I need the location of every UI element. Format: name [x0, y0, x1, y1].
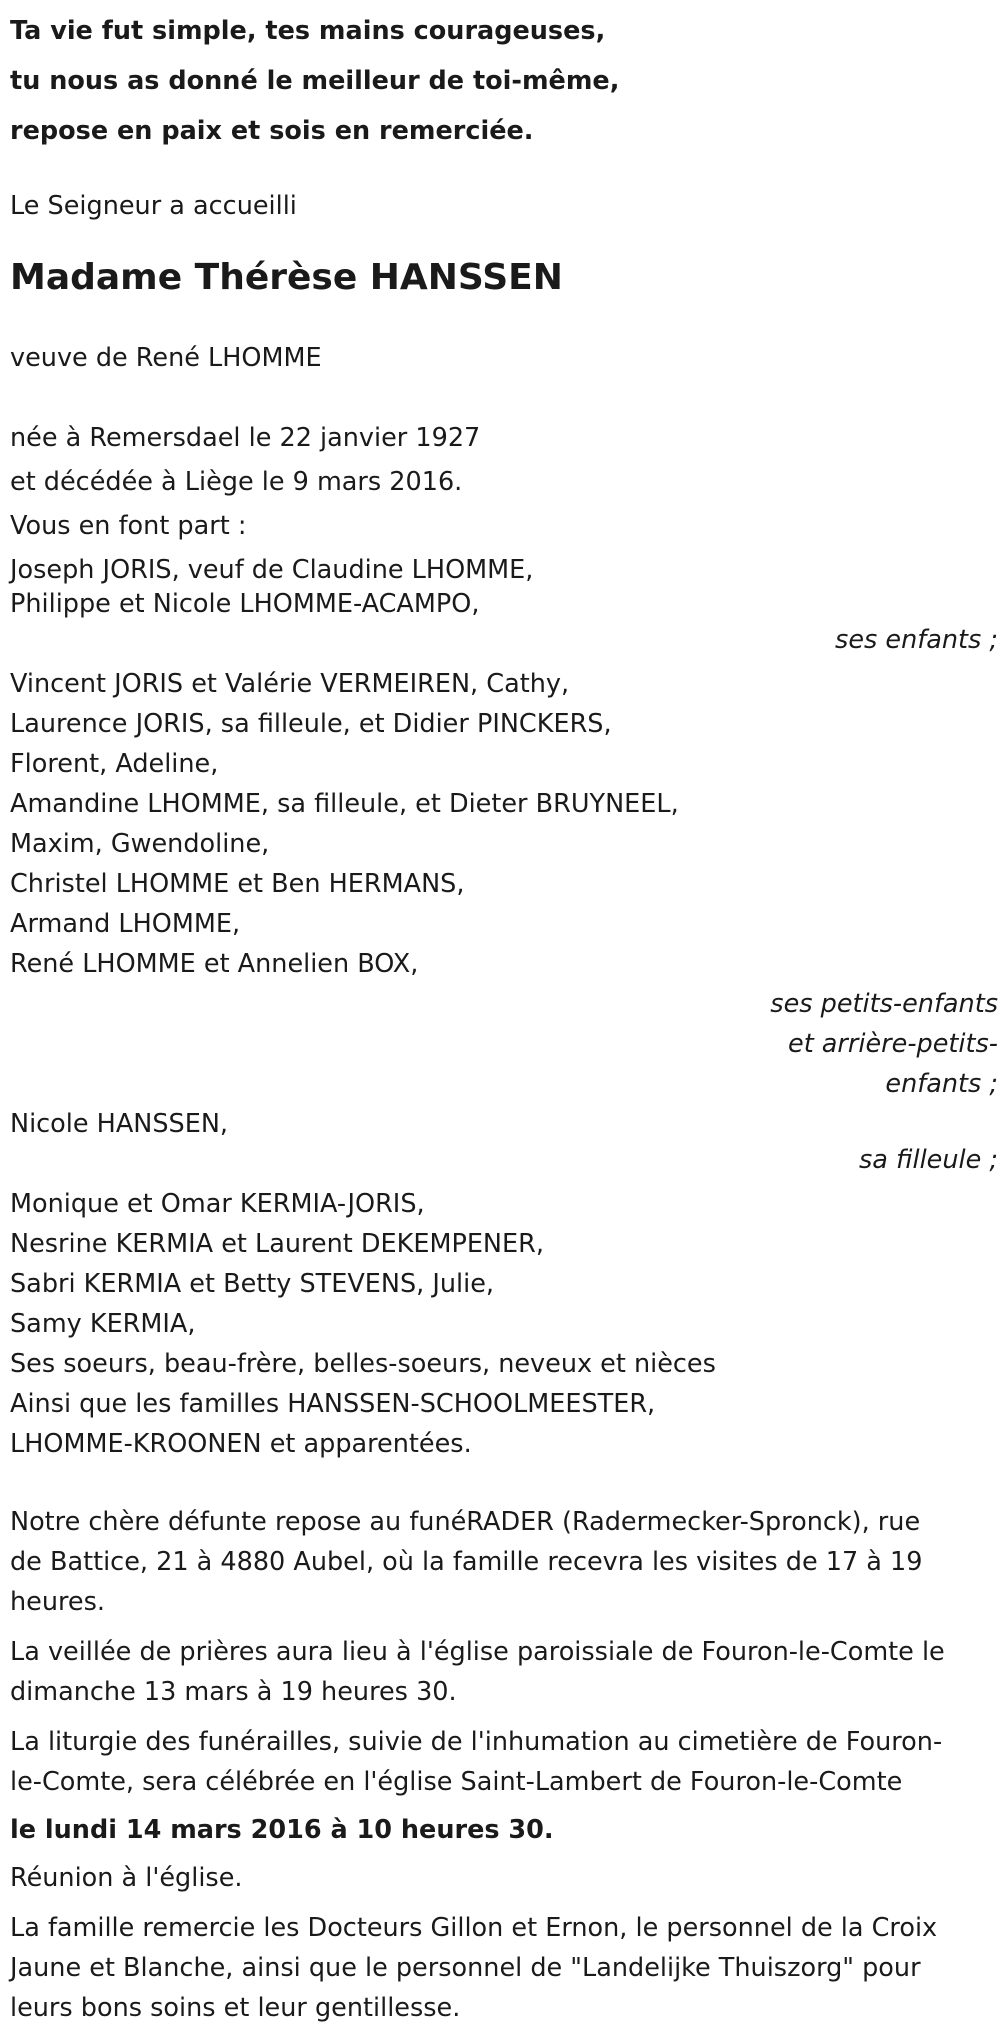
relation-text: sa filleule ; — [859, 1145, 998, 1175]
paragraph-line: La veillée de prières aura lieu à l'église paroissiale de Fouron-le-Comte le — [10, 1637, 945, 1667]
birth-line: née à Remersdael le 22 janvier 1927 — [10, 423, 481, 453]
list-item: Ainsi que les familles HANSSEN-SCHOOLMEESTER, — [10, 1389, 656, 1419]
list-item: Sabri KERMIA et Betty STEVENS, Julie, — [10, 1269, 495, 1299]
relation-text: et arrière-petits- — [788, 1029, 998, 1059]
list-item: Florent, Adeline, — [10, 749, 219, 779]
list-item: Samy KERMIA, — [10, 1309, 196, 1339]
relation-label — [10, 620, 998, 660]
poem — [10, 6, 990, 156]
list-item: Christel LHOMME et Ben HERMANS, — [10, 869, 465, 899]
paragraph-line: Jaune et Blanche, ainsi que le personnel de "Landelijke Thuiszorg" pour — [10, 1953, 921, 1983]
relation-label — [10, 984, 998, 1104]
notice-content — [10, 0, 998, 2028]
deceased-name: Madame Thérèse HANSSEN — [10, 257, 563, 298]
list-item: Nesrine KERMIA et Laurent DEKEMPENER, — [10, 1229, 544, 1259]
paragraph-line: La liturgie des funérailles, suivie de l'inhumation au cimetière de Fouron- — [10, 1727, 943, 1757]
meeting-line: Réunion à l'église. — [10, 1863, 243, 1893]
list-item: Vincent JORIS et Valérie VERMEIREN, Cathy, — [10, 669, 570, 699]
list-item: Armand LHOMME, — [10, 909, 241, 939]
relation-text: enfants ; — [885, 1069, 998, 1099]
paragraph-line: leurs bons soins et leur gentillesse. — [10, 1993, 461, 2023]
list-item: LHOMME-KROONEN et apparentées. — [10, 1429, 472, 1459]
paragraph-line: dimanche 13 mars à 19 heures 30. — [10, 1677, 457, 1707]
paragraph-line: de Battice, 21 à 4880 Aubel, où la famille recevra les visites de 17 à 19 — [10, 1547, 923, 1577]
paragraph-line: La famille remercie les Docteurs Gillon et Ernon, le personnel de la Croix — [10, 1913, 938, 1943]
grandchildren-group — [10, 664, 1000, 1104]
rest-paragraph — [10, 1502, 990, 1622]
list-item: Monique et Omar KERMIA-JORIS, — [10, 1189, 425, 1219]
paragraph-line: heures. — [10, 1587, 106, 1617]
list-item: Amandine LHOMME, sa filleule, et Dieter BRUYNEEL, — [10, 789, 679, 819]
poem-line: tu nous as donné le meilleur de toi-même, — [10, 66, 620, 96]
list-item: Joseph JORIS, veuf de Claudine LHOMME, — [10, 555, 534, 585]
paragraph-line: Notre chère défunte repose au funéRADER (Radermecker-Spronck), rue — [10, 1507, 921, 1537]
list-item: Ses soeurs, beau-frère, belles-soeurs, neveux et nièces — [10, 1349, 716, 1379]
liturgy-paragraph — [10, 1722, 990, 1802]
thanks-paragraph — [10, 1908, 990, 2028]
list-item: Philippe et Nicole LHOMME-ACAMPO, — [10, 589, 480, 619]
announce-line: Vous en font part : — [10, 511, 247, 541]
relation-text: ses enfants ; — [835, 625, 998, 655]
vigil-paragraph — [10, 1632, 990, 1712]
widow-of: veuve de René LHOMME — [10, 343, 322, 373]
paragraph-line: le-Comte, sera célébrée en l'église Saint-Lambert de Fouron-le-Comte — [10, 1767, 903, 1797]
relation-label — [10, 1140, 998, 1180]
goddaughter-group — [10, 1104, 1000, 1180]
poem-line: Ta vie fut simple, tes mains courageuses, — [10, 16, 606, 46]
relation-text: ses petits-enfants — [770, 989, 998, 1019]
poem-line: repose en paix et sois en remerciée. — [10, 116, 534, 146]
funeral-date: le lundi 14 mars 2016 à 10 heures 30. — [10, 1815, 554, 1845]
list-item: René LHOMME et Annelien BOX, — [10, 949, 419, 979]
death-line: et décédée à Liège le 9 mars 2016. — [10, 467, 463, 497]
intro-text: Le Seigneur a accueilli — [10, 191, 297, 221]
list-item: Laurence JORIS, sa filleule, et Didier PINCKERS, — [10, 709, 612, 739]
list-item: Nicole HANSSEN, — [10, 1109, 229, 1139]
children-group — [10, 550, 1000, 660]
list-item: Maxim, Gwendoline, — [10, 829, 270, 859]
others-group — [10, 1184, 1000, 1464]
